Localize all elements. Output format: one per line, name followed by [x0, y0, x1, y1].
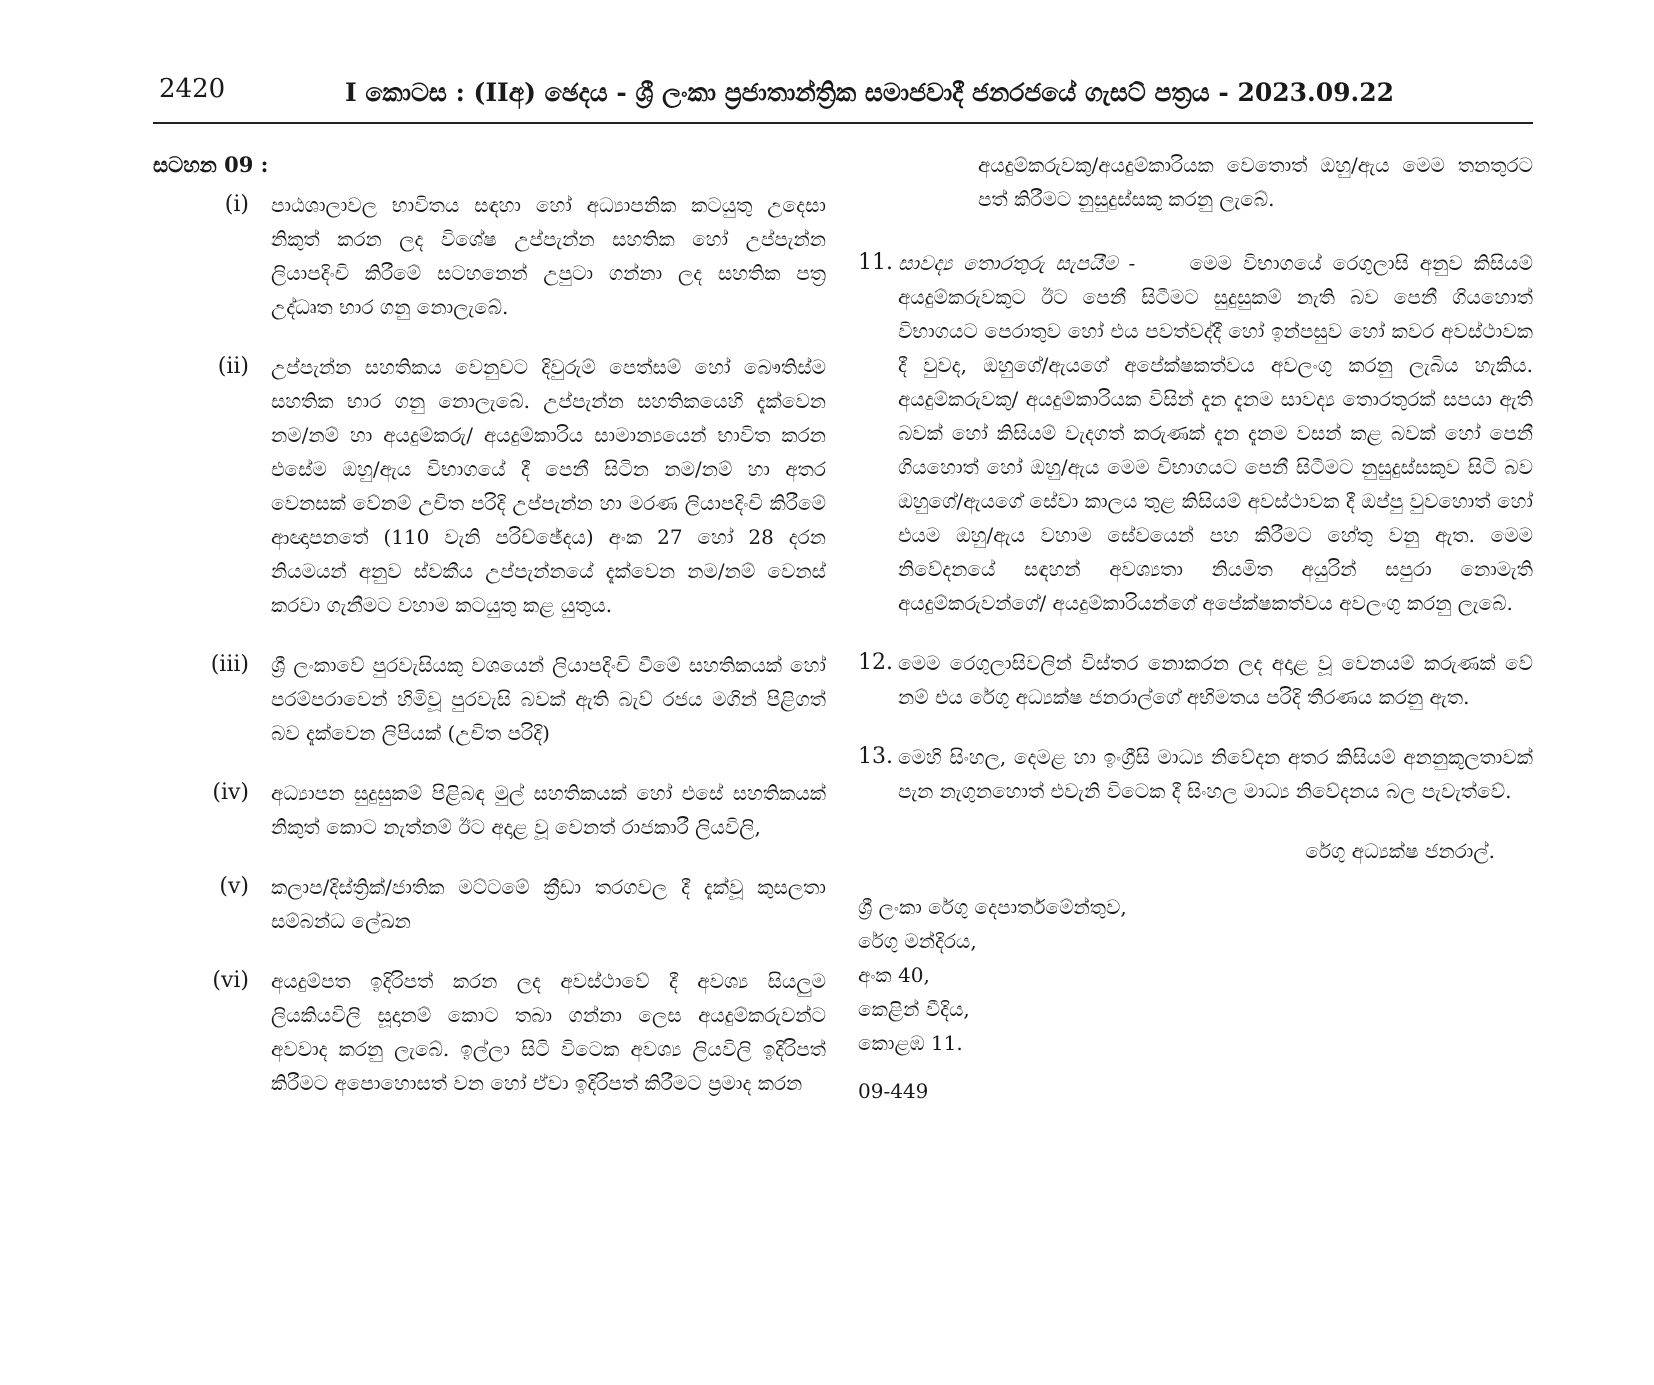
list-item — [153, 776, 826, 844]
address-line: කෙළින් වීදිය, — [858, 997, 970, 1021]
page-header — [153, 70, 1533, 126]
clause-number: 11. — [858, 250, 893, 275]
item-text: කලාප/දිස්ත්‍රික්/ජාතික මට්ටමේ ක්‍රීඩා තරගවල දී දැක්වූ කුසලතා සම්බන්ධ ලේඛන — [271, 875, 826, 933]
numbered-clause-13 — [858, 740, 1533, 808]
clause-text — [898, 246, 1533, 620]
item-text: අධ්‍යාපන සුදුසුකම් පිළිබඳ මුල් සහතිකයක් හෝ එසේ සහතිකයක් නිකුත් කොට නැත්නම් ඊට අදාළ වූ වෙනත් රාජකාරී ලියවිලි, — [271, 781, 826, 839]
clause-body: මෙම රෙගුලාසිවලින් විස්තර නොකරන ලද අදාළ වූ වෙනයම් කරුණක් වේ නම් එය රේගු අධ්‍යක්ෂ ජනරාල්ගේ අභිමතය පරිදි තීරණය කරනු ඇත. — [898, 651, 1533, 709]
clause-number: 12. — [858, 650, 893, 675]
item-number: (v) — [219, 874, 249, 899]
page-number: 2420 — [159, 74, 226, 104]
clause-body: මෙහි සිංහල, දෙමළ හා ඉංග්‍රීසි මාධ්‍ය නිවේදන අතර කිසියම් අනනුකූලතාවක් පැන නැගුනහොත් එවැනි විටෙක දී සිංහල මාධ්‍ය නිවේදනය බල පැවැත්වේ. — [898, 745, 1533, 803]
item-text: උප්පැන්න සහතිකය වෙනුවට දිවුරුම් පෙත්සම් හෝ බෞතිස්ම සහතික භාර ගනු නොලැබේ. උප්පැන්න සහතිකයෙහි දැක්වෙන නම/නම් හා අයදුම්කරු/ අයදුම්කාරිය සාමාන්‍යයෙන් භාවිත කරන එසේම ඔහු/ඇය විභාගයේ දී පෙනී සිටින නම/නම් හා අතර වෙනසක් වේනම් උචිත පරිදි උප්පැන්න හා මරණ ලියාපදිංචි කිරීමේ ආඥාපනතේ (110 වැනි පරිච්ඡේදය) අංක 27 හෝ 28 දරන නියමයන් අනුව ස්වකීය උප්පැන්නයේ දැක්වෙන නම/නම් වෙනස් කරවා ගැනීමට වහාම කටයුතු කළ යුතුය. — [271, 355, 826, 617]
list-item — [153, 870, 826, 938]
list-item — [153, 188, 826, 324]
numbered-clause-12 — [858, 646, 1533, 714]
list-item — [153, 350, 826, 622]
item-number: (vi) — [212, 968, 249, 993]
notice-code: 09-449 — [858, 1079, 929, 1103]
item-text: ශ්‍රී ලංකාවේ පුරවැසියකු වශයෙන් ලියාපදිංචි වීමේ සහතිකයක් හෝ පරම්පරාවෙන් හිමිවූ පුරවැසි බවක් ඇති බැව් රජය මගින් පිළිගත් බව දැක්වෙන ලිපියක් (උචිත පරිදි) — [271, 653, 826, 745]
item-number: (i) — [224, 192, 249, 217]
item-number: (iii) — [210, 652, 249, 677]
item-text: පාඨශාලාවල භාවිතය සඳහා හෝ අධ්‍යාපනික කටයුතු උදෙසා නිකුත් කරන ලද විශේෂ උප්පැන්න සහතික හෝ උප්පැන්න ලියාපදිංචි කිරීමේ සටහනෙන් උපුටා ගන්නා ලද සහතික පත්‍ර උද්ධෘත භාර ගනු නොලැබේ. — [271, 193, 826, 319]
continued-text: අයදුම්කරුවකු/අයදුම්කාරියක වෙතොත් ඔහු/ඇය මෙම තනතුරට පත් කිරීමට නුසුදුස්සකු කරනු ලැබේ. — [978, 153, 1533, 211]
item-number: (iv) — [212, 780, 249, 805]
address-line: ශ්‍රී ලංකා රේගු දෙපාර්තමේන්තුව, — [858, 895, 1127, 919]
signature-title: රේගු අධ්‍යක්ෂ ජනරාල්. — [1305, 839, 1495, 863]
left-column — [153, 148, 826, 1126]
clause-heading: සාවද්‍ය තොරතුරු සැපයීම - — [898, 251, 1136, 275]
header-divider — [153, 122, 1533, 124]
address-line: අංක 40, — [858, 963, 930, 987]
list-item — [153, 964, 826, 1100]
address-block — [858, 890, 1533, 1060]
clause-body: මෙම විභාගයේ රෙගුලාසි අනුව කිසියම් අයදුම්කරුවකුට ඊට පෙනී සිටීමට සුදුසුකම් නැති බව පෙනී ගියහොත් විභාගයට පෙරාතුව හෝ එය පවත්වද්දී හෝ ඉන්පසුව හෝ කවර අවස්ථාවක දී වුවද, ඔහුගේ/ඇයගේ අපේක්ෂකත්වය අවලංගු කරනු ලැබිය හැකිය. අයදුම්කරුවකු/ අයදුම්කාරියක විසින් දැන දැනම සාවද්‍ය තොරතුරක් සපයා ඇති බවක් හෝ කිසියම් වැදගත් කරුණක් දැන දැනම වසන් කළ බවක් හෝ පෙනී ගියහොත් හෝ ඔහු/ඇය මෙම විභාගයට පෙනී සිටීමට නුසුදුස්සකුව සිටි බව ඔහුගේ/ඇයගේ සේවා කාලය තුළ කිසියම් අවස්ථාවක දී ඔප්පු වුවහොත් හෝ එයම ඔහු/ඇය වහාම සේවයෙන් පහ කිරීමට හේතු වනු ඇත. මෙම නිවේදනයේ සඳහන් අවශ්‍යතා නියමිත අයුරින් සපුරා නොමැති අයදුම්කරුවන්ගේ/ අයදුම්කාරියන්ගේ අපේක්ෂකත්වය අවලංගු කරනු ලැබේ. — [898, 251, 1533, 615]
gazette-header-title: I කොටස : (IIඅ) ඡෙදය - ශ්‍රී ලංකා ප්‍රජාතාන්ත්‍රික සමාජවාදී ජනරජයේ ගැසට් පත්‍රය - 2023.09.22 — [345, 78, 1395, 107]
item-text: අයදුම්පත ඉදිරිපත් කරන ලද අවස්ථාවේ දී අවශ්‍ය සියලුම ලියකියවිලි සූදානම් කොට තබා ගන්නා ලෙස අයදුම්කරුවන්ට අවවාද කරනු ලැබේ. ඉල්ලා සිටි විටෙක අවශ්‍ය ලියවිලි ඉදිරිපත් කිරීමට අපොහොසත් වන හෝ ඒවා ඉදිරිපත් කිරීමට ප්‍රමාද කරන — [271, 969, 826, 1095]
list-item — [153, 648, 826, 750]
address-line: කොළඹ 11. — [858, 1031, 963, 1055]
address-line: රේගු මන්දිරය, — [858, 929, 977, 953]
section-label: සටහන 09 : — [153, 152, 269, 177]
numbered-clause-11 — [858, 246, 1533, 620]
right-column — [858, 148, 1533, 1108]
clause-number: 13. — [858, 744, 893, 769]
item-number: (ii) — [217, 354, 249, 379]
